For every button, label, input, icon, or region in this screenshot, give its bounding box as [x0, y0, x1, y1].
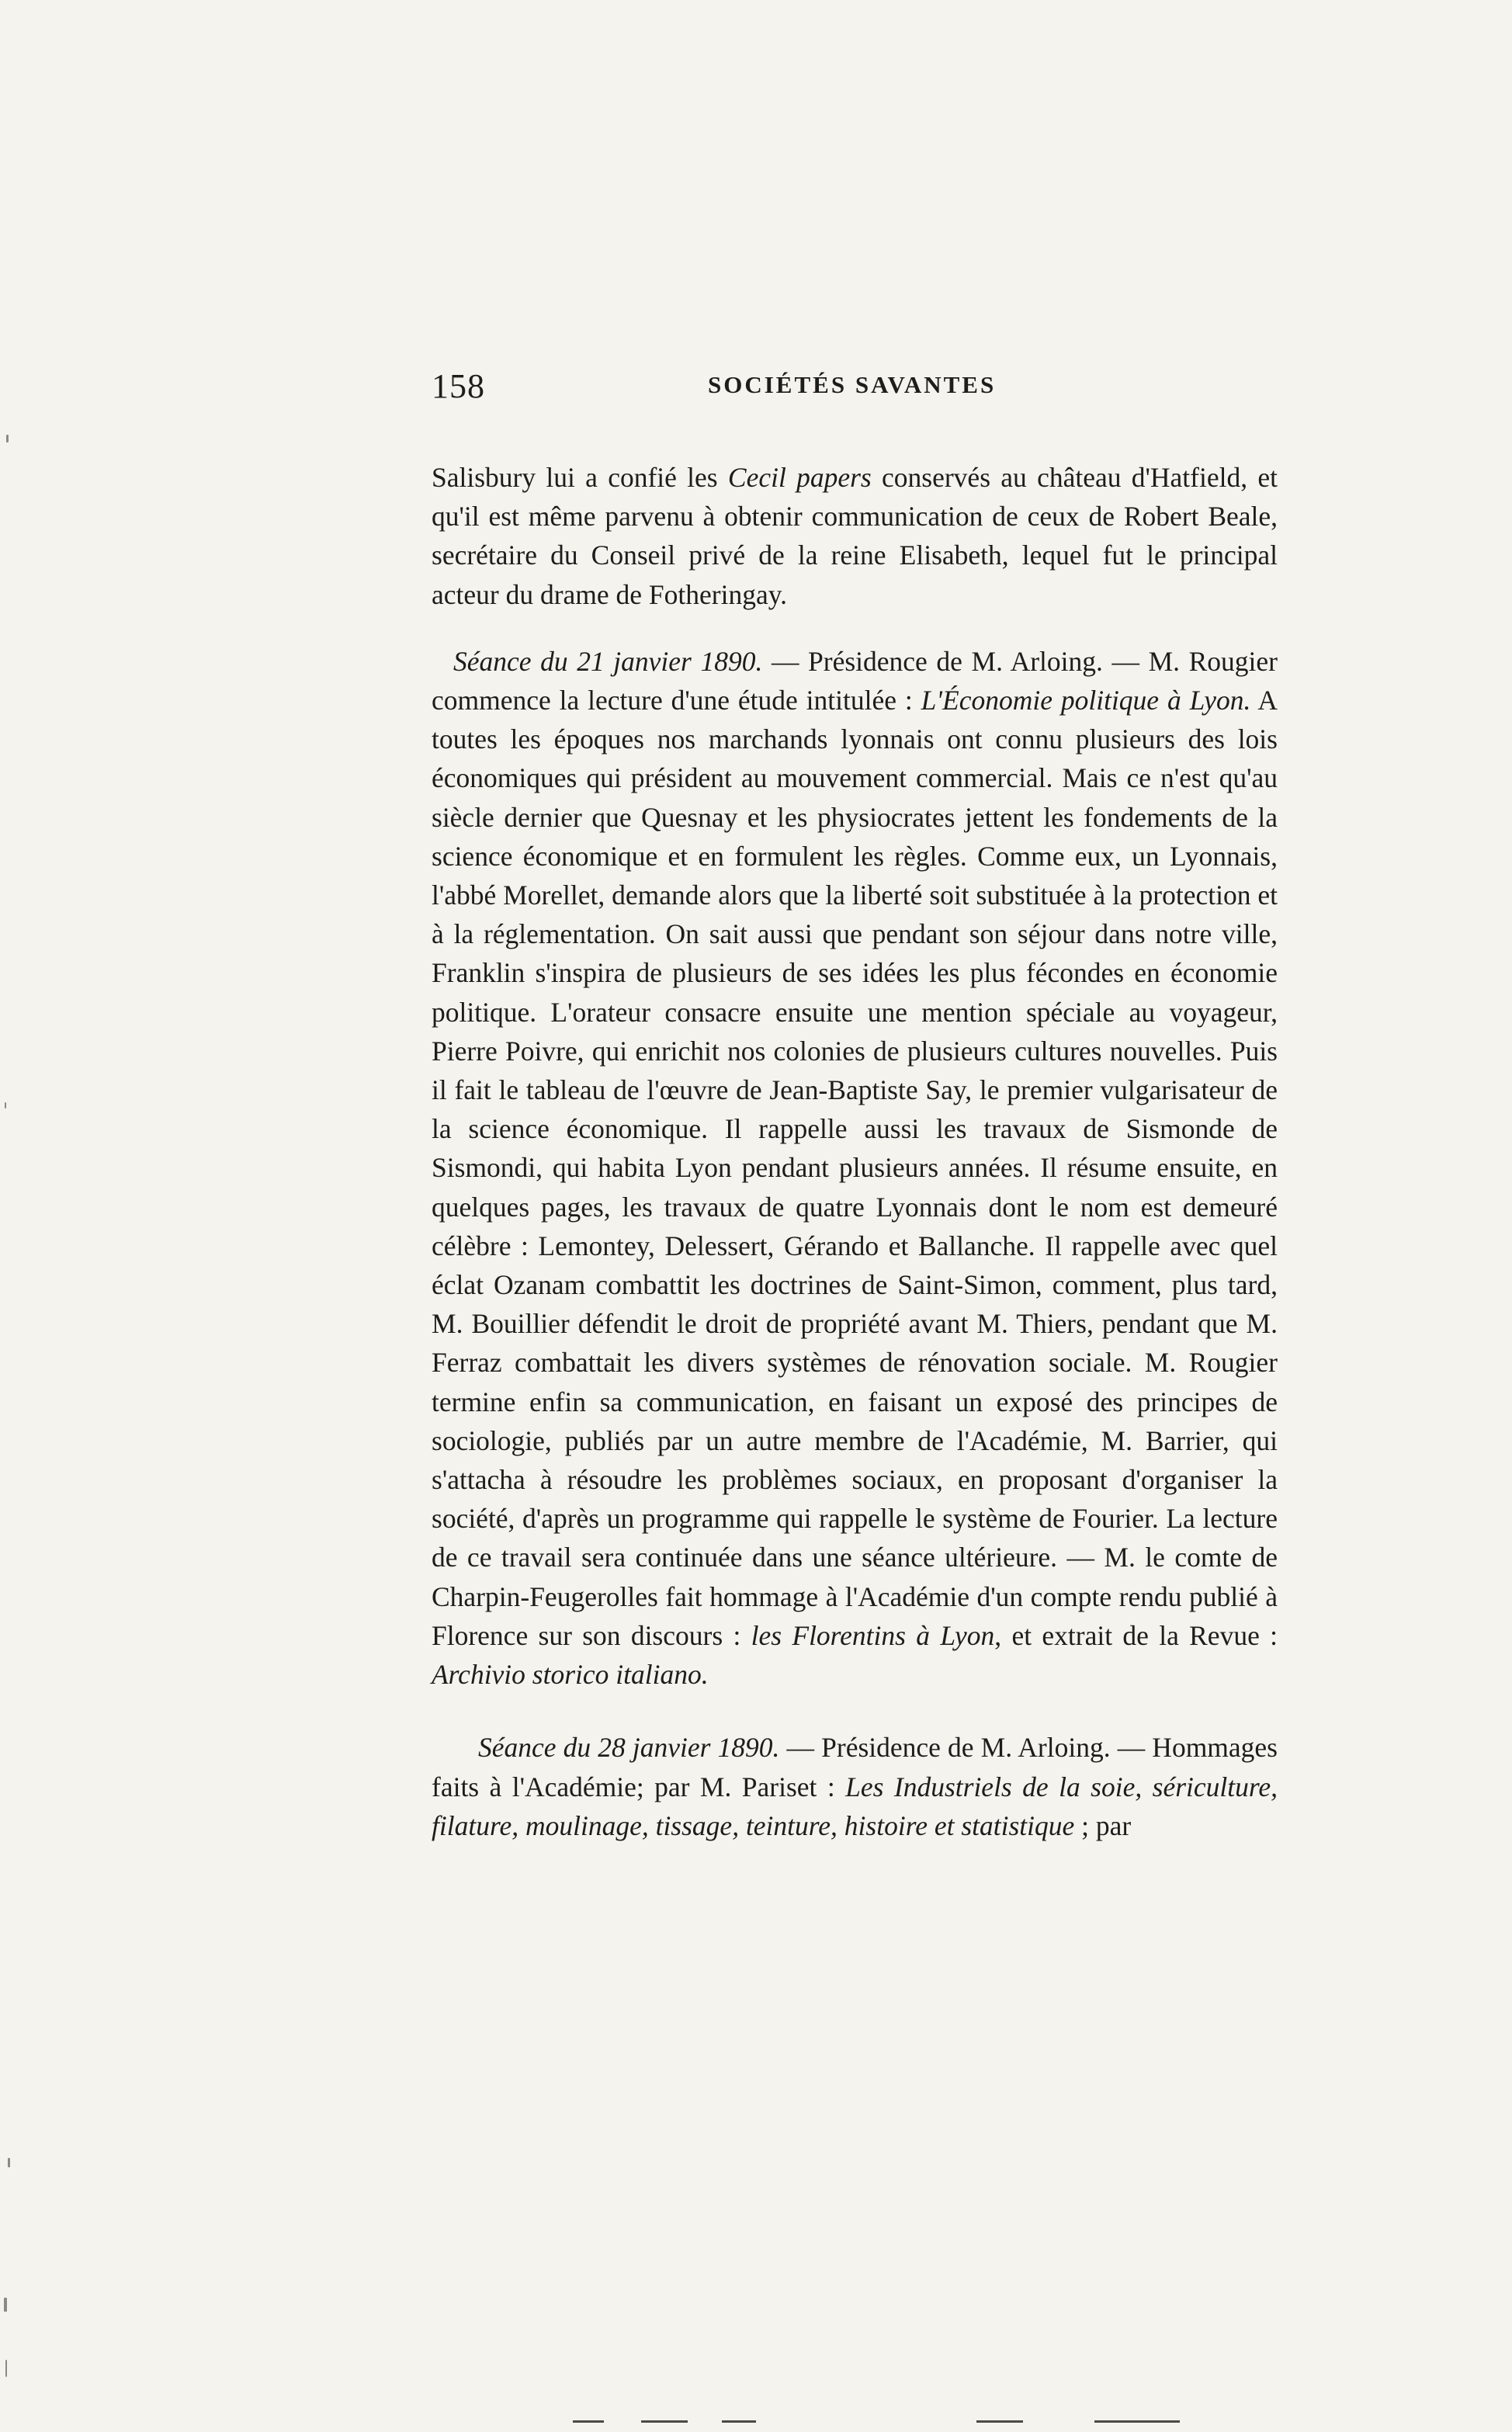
paragraph-seance-21-janvier — [432, 642, 1278, 1694]
scan-speck — [6, 435, 9, 442]
text-segment: — Présidence de M. Arloing. — M. Rougier commence la lecture d'une étude intitulée : — [432, 645, 1278, 716]
text-segment: , et extrait de la Revue : — [994, 1619, 1278, 1651]
page-number: 158 — [432, 367, 485, 405]
scan-speck — [8, 2158, 10, 2167]
running-head: SOCIÉTÉS SAVANTES — [708, 371, 997, 398]
page-header — [432, 366, 1285, 413]
text-segment: A toutes les époques nos marchands lyonnais ont connu plusieurs des lois économiques qui président au mouvement commercial. Mais ce n'est qu'au siècle dernier que Quesnay et les physiocrates jettent les fondements de la science économique et en formulent les règles. Comme eux, un Lyonnais, l'abbé Morellet, demande alors que la liberté soit substituée à la protection et à la réglementation. On sait aussi que pendant son séjour dans notre ville, Franklin s'inspira de plusieurs de ses idées les plus fécondes en économie politique. L'orateur consacre ensuite une mention spéciale au voyageur, Pierre Poivre, qui enrichit nos colonies de plusieurs cultures nouvelles. Puis il fait le tableau de l'œuvre de Jean-Baptiste Say, le premier vulgarisateur de la science économique. Il rappelle aussi les travaux de Sismonde de Sismondi, qui habita Lyon pendant plusieurs années. Il résume ensuite, en quelques pages, les travaux de quatre Lyonnais dont le nom est demeuré célèbre : Lemontey, Delessert, Gérando et Ballanche. Il rappelle avec quel éclat Ozanam combattit les doctrines de Saint-Simon, comment, plus tard, M. Bouillier défendit le droit de propriété avant M. Thiers, pendant que M. Ferraz combattait les divers systèmes de rénovation sociale. M. Rougier termine enfin sa communication, en faisant un exposé des principes de sociologie, publiés par un autre membre de l'Académie, M. Barrier, qui s'attacha à résoudre les problèmes sociaux, en proposant d'organiser la société, d'après un programme qui rappelle le système de Fourier. La lecture de ce travail sera continuée dans une séance ultérieure. — M. le comte de Charpin-Feugerolles fait hommage à l'Académie d'un compte rendu publié à Florence sur son discours : — [432, 685, 1278, 1651]
paragraph-continuation — [432, 458, 1278, 614]
body-text — [432, 458, 1278, 1845]
scan-speck — [5, 2360, 7, 2377]
text-segment: conservés au château d'Hatfield, et qu'il est même parvenu à obtenir communication de ceux de Robert Beale, secrétaire du Conseil privé de la reine Elisabeth, lequel fut le principal acteur du drame de Fotheringay. — [432, 462, 1278, 610]
italic-segment: Séance du 21 janvier 1890. — [453, 645, 763, 677]
scan-edge-mark — [1094, 2420, 1180, 2423]
italic-segment: L'Économie politique à Lyon. — [921, 685, 1251, 716]
paragraph-seance-28-janvier — [432, 1728, 1278, 1845]
scan-speck — [4, 2298, 7, 2312]
scan-speck — [5, 1102, 6, 1108]
italic-segment: les Florentins à Lyon — [751, 1619, 995, 1651]
italic-segment: Cecil papers — [727, 462, 872, 493]
italic-segment: Archivio storico italiano. — [432, 1659, 709, 1691]
scan-edge-mark — [976, 2420, 1023, 2423]
italic-segment: Les Industriels de la soie, sériculture, filature, moulinage, tissage, teinture, histoire et statistique — [432, 1771, 1278, 1841]
italic-segment: Séance du 28 janvier 1890. — [478, 1732, 780, 1764]
scan-edge-mark — [641, 2420, 688, 2423]
text-segment: Salisbury lui a confié les — [432, 462, 728, 493]
text-segment: — Présidence de M. Arloing. — Hommages faits à l'Académie; par M. Pariset : — [432, 1732, 1278, 1802]
scan-edge-mark — [573, 2420, 604, 2423]
text-segment: ; par — [1074, 1809, 1132, 1841]
scan-edge-mark — [722, 2420, 756, 2423]
